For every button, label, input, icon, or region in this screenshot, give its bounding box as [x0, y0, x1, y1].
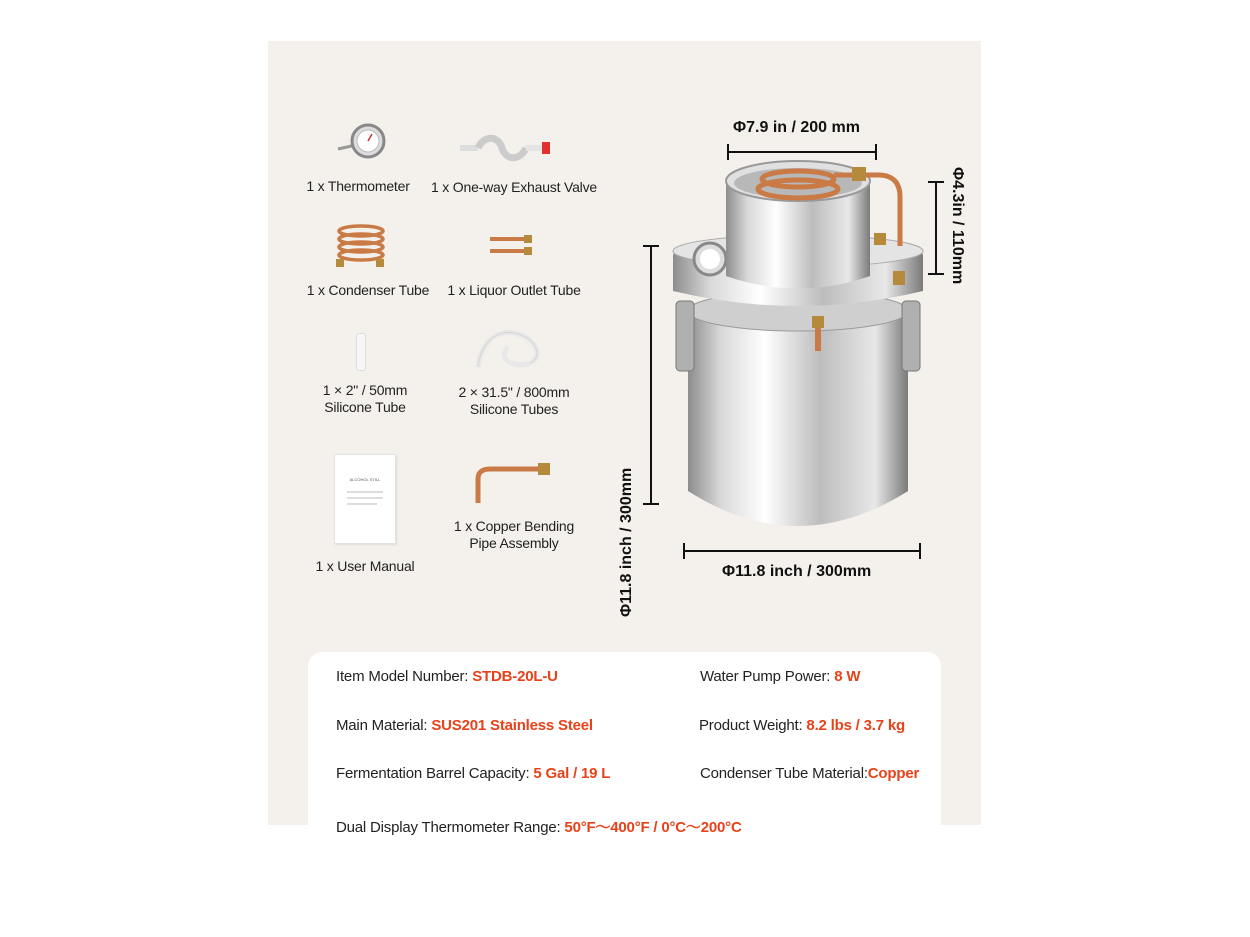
accessory-label-outlet-tube: 1 x Liquor Outlet Tube [447, 282, 581, 298]
accessory-label-exhaust-valve: 1 x One-way Exhaust Valve [431, 179, 597, 195]
dimension-body-diameter: Φ11.8 inch / 300mm [722, 563, 872, 580]
spec-pump-power: Water Pump Power: 8 W [700, 668, 861, 685]
manual-title: ALCOHOL STILL [349, 477, 381, 482]
spec-weight: Product Weight: 8.2 lbs / 3.7 kg [699, 717, 905, 734]
accessory-label-condenser-tube: 1 x Condenser Tube [306, 282, 430, 298]
dimension-top-diameter: Φ7.9 in / 200 mm [733, 119, 860, 136]
specs-card [308, 652, 941, 852]
spec-material: Main Material: SUS201 Stainless Steel [336, 717, 593, 734]
spec-condenser-material: Condenser Tube Material:Copper [700, 765, 920, 782]
accessory-label-user-manual: 1 x User Manual [315, 558, 415, 574]
accessory-label-copper-pipe: 1 x Copper Bending Pipe Assembly [453, 518, 575, 551]
spec-thermometer-range: Dual Display Thermometer Range: 50°F～400°F / 0°C～200°C [336, 819, 742, 836]
product-panel [268, 41, 981, 836]
accessory-label-silicone-tube: 1 × 2" / 50mm Silicone Tube [322, 382, 408, 415]
spec-capacity: Fermentation Barrel Capacity: 5 Gal / 19 L [336, 765, 611, 782]
dimension-top-height: Φ4.3in / 110mm [949, 167, 966, 285]
spec-model: Item Model Number: STDB-20L-U [336, 668, 558, 685]
accessory-label-thermometer: 1 x Thermometer [306, 178, 410, 194]
accessory-label-silicone-tubes: 2 × 31.5" / 800mm Silicone Tubes [458, 384, 570, 417]
dimension-body-height: Φ11.8 inch / 300mm [618, 467, 635, 617]
